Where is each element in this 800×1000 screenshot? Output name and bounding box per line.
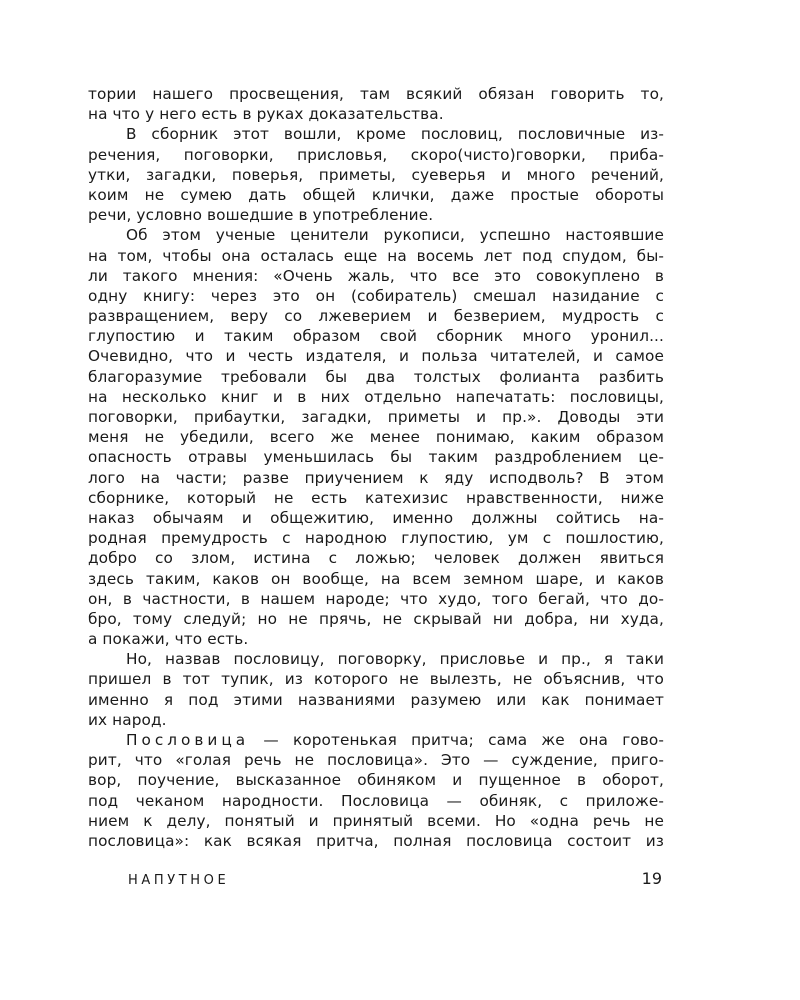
text-line: Очевидно, что и честь издателя, и польза читателей, и самое xyxy=(88,347,664,366)
text-line: на том, чтобы она осталась еще на восемь лет под спудом, бы- xyxy=(88,246,664,265)
text-line: на несколько книг и в них отдельно напечатать: пословицы, xyxy=(88,387,664,406)
running-title: НАПУТНОЕ xyxy=(128,873,230,888)
text-line: Но, назвав пословицу, поговорку, присловье и пр., я таки xyxy=(126,650,664,669)
text-line: пришел в тот тупик, из которого не вылезть, не объяснив, что xyxy=(88,670,664,689)
text-line: здесь таким, каков он вообще, на всем земном шаре, и каков xyxy=(88,569,664,588)
text-line: опасность отравы уменьшилась бы таким раздроблением це- xyxy=(88,448,664,467)
text-line: добро со злом, истина с ложью; человек должен явиться xyxy=(88,549,664,568)
page-number: 19 xyxy=(641,869,662,888)
text-line: поговорки, прибаутки, загадки, приметы и пр.». Доводы эти xyxy=(88,408,664,426)
text-line: речения, поговорки, присловья, скоро(чисто)говорки, приба- xyxy=(88,145,664,164)
text-line: В сборник этот вошли, кроме пословиц, пословичные из- xyxy=(126,125,664,144)
text-line: глупостию и таким образом свой сборник много уронил... xyxy=(88,327,664,346)
text-line: он, в частности, в нашем народе; что худо, того бегай, что до- xyxy=(88,589,664,608)
text-line: рит, что «голая речь не пословица». Это — суждение, приго- xyxy=(88,751,664,770)
text-line: на что у него есть в руках доказательства. xyxy=(88,105,444,124)
page-body-text xyxy=(88,84,664,851)
text-line: благоразумие требовали бы два толстых фолианта разбить xyxy=(88,367,664,386)
text-line: коим не сумею дать общей клички, даже простые обороты xyxy=(88,185,664,204)
text-line: Об этом ученые ценители рукописи, успешно настоявшие xyxy=(126,226,664,245)
text-line: одну книгу: через это он (собиратель) смешал назидание с xyxy=(88,286,664,305)
text-line: пословица»: как всякая притча, полная пословица состоит из xyxy=(88,831,664,850)
text-lines xyxy=(88,84,664,730)
page-footer xyxy=(128,869,662,891)
text-line: именно я под этими названиями разумею или как понимает xyxy=(88,690,664,709)
text-line: меня не убедили, всего же менее понимаю, каким образом xyxy=(88,428,664,447)
text-line: развращением, веру со лжеверием и безверием, мудрость с xyxy=(88,307,664,326)
proverb-line-rest: — коротенькая притча; сама же она гово- xyxy=(249,731,664,749)
text-line: вор, поучение, высказанное обиняком и пущенное в оборот, xyxy=(88,771,664,790)
text-line: ли такого мнения: «Очень жаль, что все это совокуплено в xyxy=(88,266,664,285)
spaced-word-poslovitsa: Пословица xyxy=(126,731,250,749)
text-line: под чеканом народности. Пословица — обиняк, с приложе- xyxy=(88,791,664,810)
text-line: родная премудрость с народною глупостию, ум с пошлостию, xyxy=(88,529,664,548)
proverb-text-lines xyxy=(88,750,664,851)
text-line: лого на части; разве приучением к яду исподволь? В этом xyxy=(88,468,664,487)
text-line: а покажи, что есть. xyxy=(88,630,249,649)
text-line: сборнике, который не есть катехизис нравственности, ниже xyxy=(88,488,664,507)
text-line: их народ. xyxy=(88,710,167,729)
text-line-proverb-start xyxy=(88,730,664,750)
text-line: тории нашего просвещения, там всякий обязан говорить то, xyxy=(88,85,664,103)
text-line: утки, загадки, поверья, приметы, суеверья и много речений, xyxy=(88,165,664,184)
text-line: наказ обычаям и общежитию, именно должны сойтись на- xyxy=(88,508,664,527)
text-line: нием к делу, понятый и принятый всеми. Но «одна речь не xyxy=(88,811,664,830)
text-line: бро, тому следуй; но не прячь, не скрывай ни добра, ни худа, xyxy=(88,609,664,628)
text-line: речи, условно вошедшие в употребление. xyxy=(88,206,434,225)
